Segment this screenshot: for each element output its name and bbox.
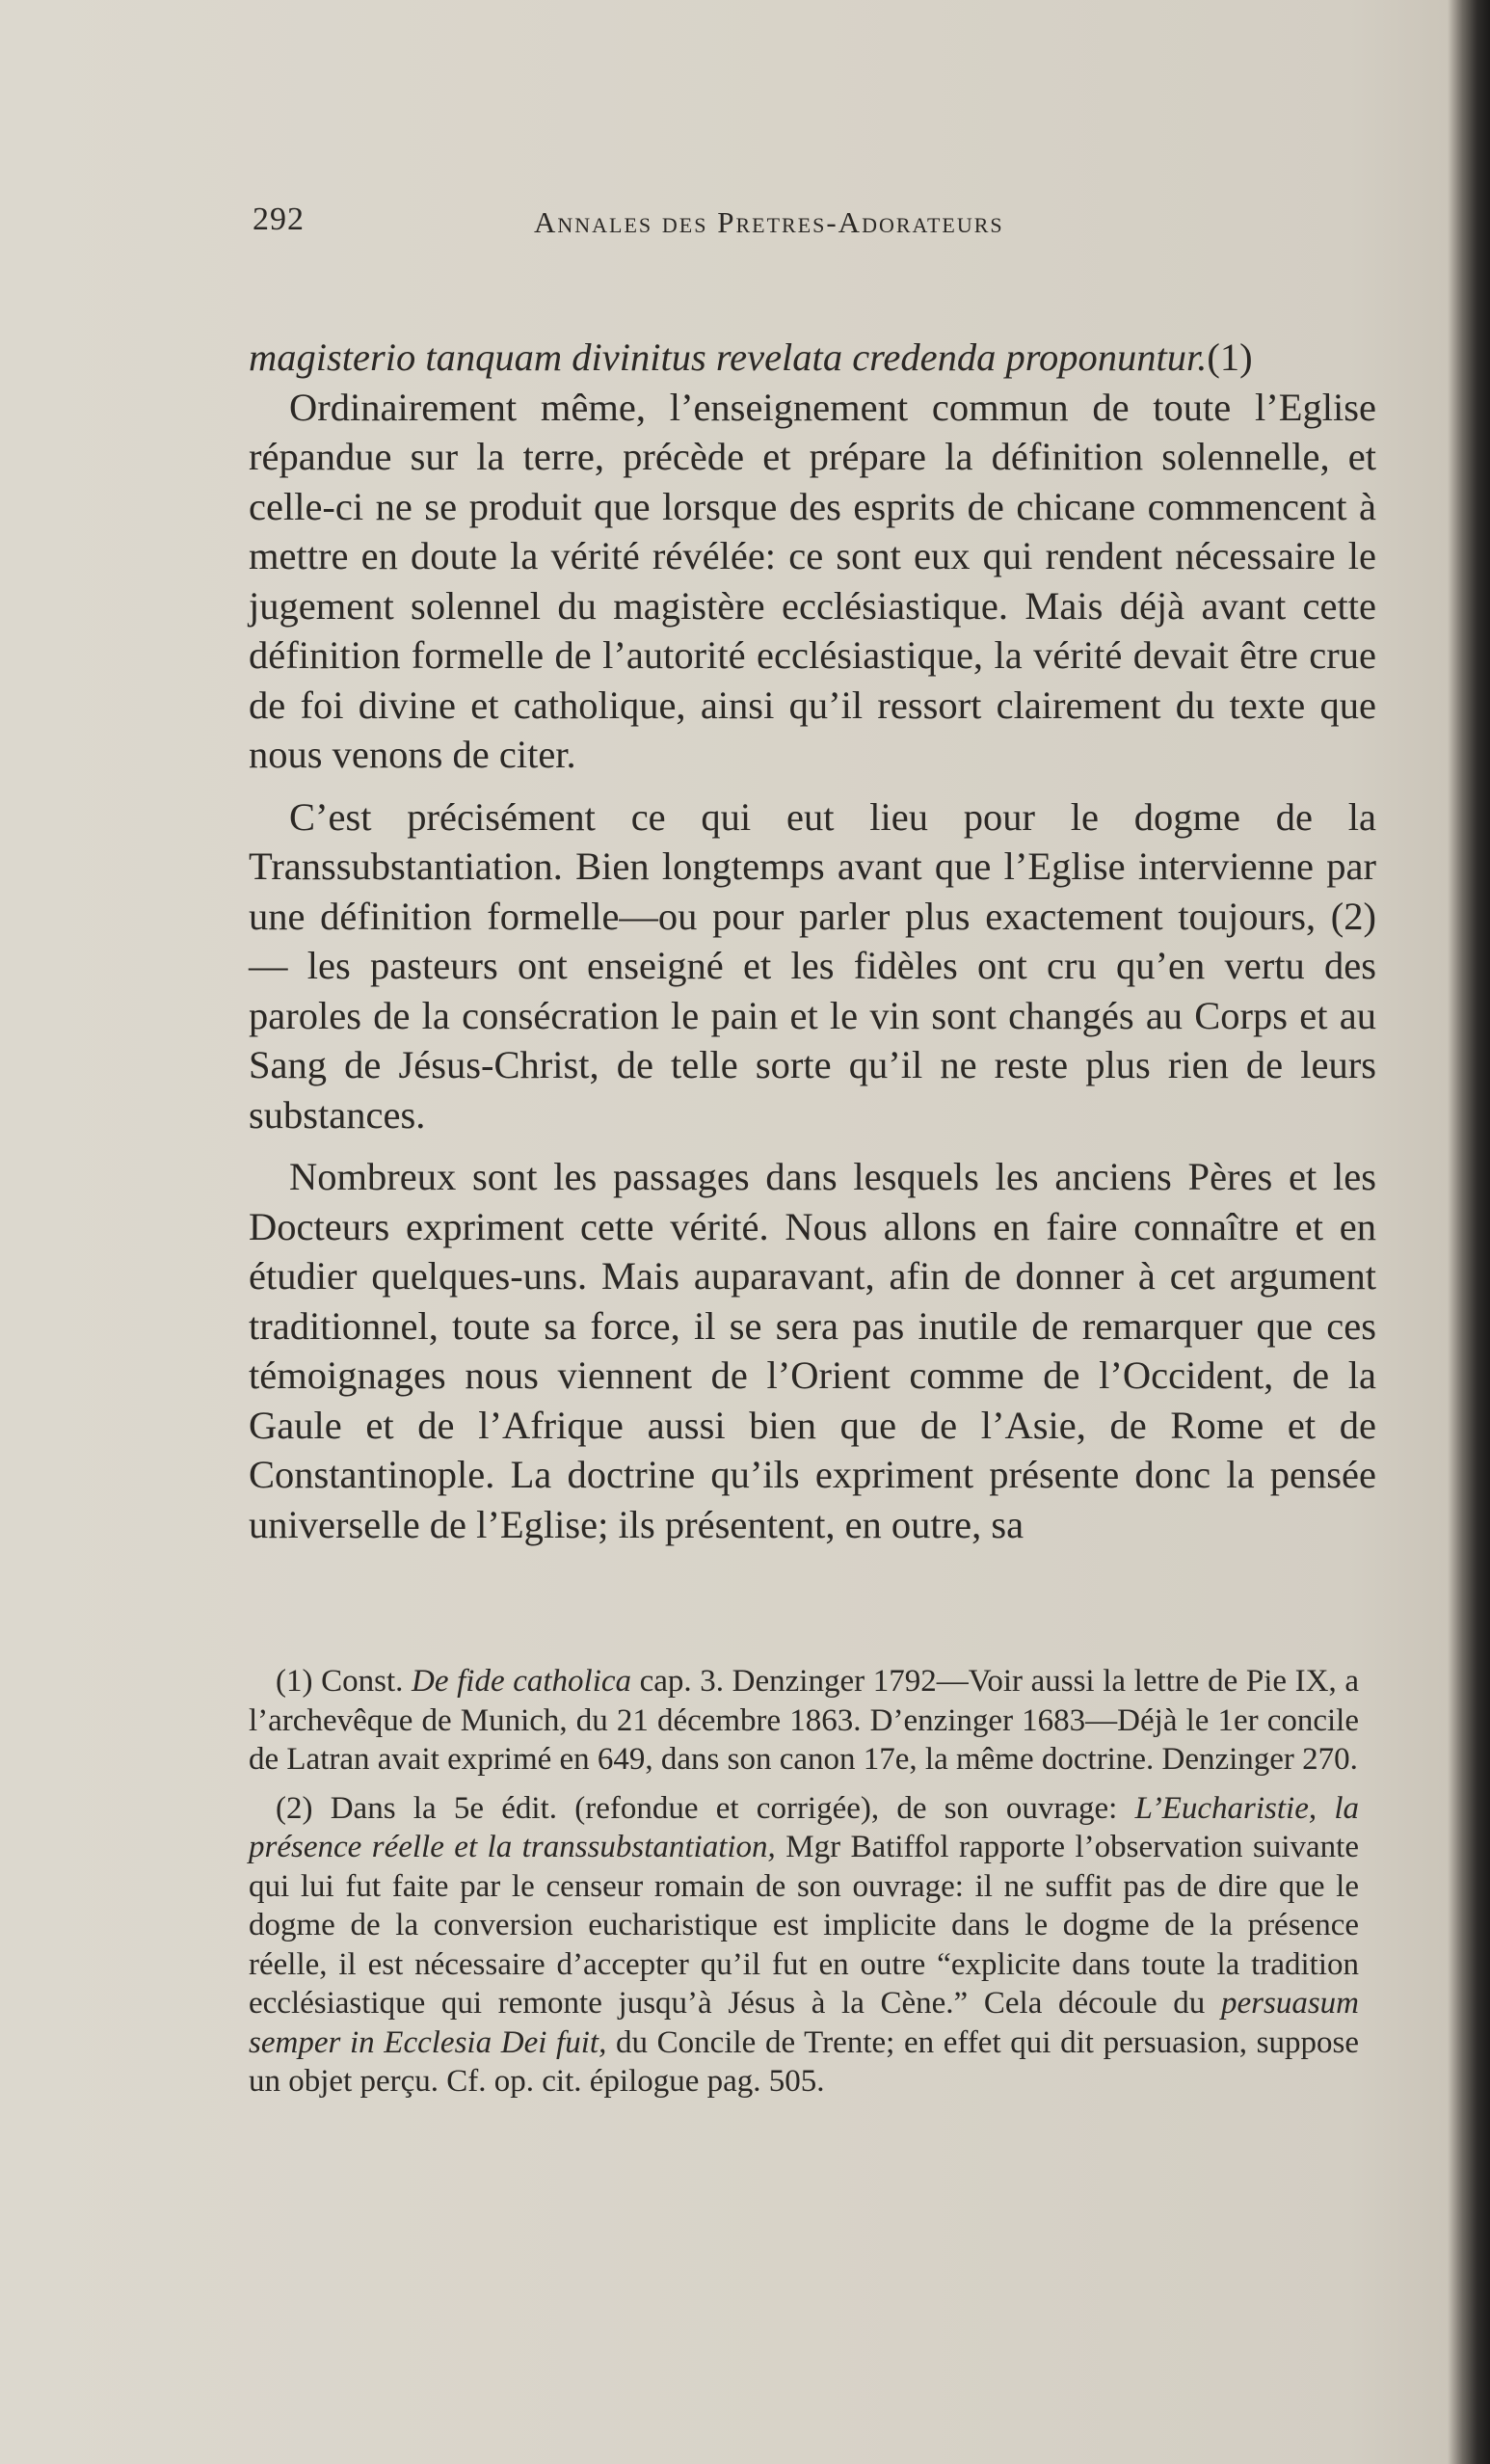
footnote-2 xyxy=(249,1789,1359,2102)
opening-line xyxy=(249,333,1376,383)
footnote-2-end: du Concile de Trente; en effet qui dit persuasion, suppose un objet perçu. Cf. op. cit. épilogue pag. 505. xyxy=(249,2024,1360,2099)
footnote-ref-1: (1) xyxy=(1207,335,1253,379)
opening-italic-phrase: magisterio tanquam divinitus revelata credenda proponuntur. xyxy=(249,335,1208,379)
footnotes xyxy=(249,1662,1359,2111)
footnote-1 xyxy=(249,1662,1359,1780)
footnote-2-marker: (2) Dans la 5e édit. (refondue et corrigée), de son ouvrage: xyxy=(276,1790,1118,1826)
page-number: 292 xyxy=(253,201,305,237)
footnote-1-marker: (1) Const. xyxy=(276,1664,404,1699)
paragraph-2: C’est précisément ce qui eut lieu pour le dogme de la Transsubstantiation. Bien longtemps avant que l’Eglise intervienne par une définition formelle—ou pour parler plus exactement toujours, (2) — les pasteurs ont enseigné et les fidèles ont cru qu’en vertu des paroles de la consécration le pain et le vin sont changés au Corps et au Sang de Jésus-Christ, de telle sorte qu’il ne reste plus rien de leurs substances. xyxy=(249,794,1376,1137)
paragraph-1: Ordinairement même, l’enseignement commun de toute l’Eglise répandue sur la terre, précède et prépare la définition solennelle, et celle-ci ne se produit que lorsque des esprits de chicane commencent à mettre en doute la vérité révélée: ce sont eux qui rendent nécessaire le jugement solennel du magistère ecclésiastique. Mais déjà avant cette définition formelle de l’autorité ecclésiastique, la vérité devait être crue de foi divine et catholique, ainsi qu’il ressort clairement du texte que nous venons de citer. xyxy=(249,385,1376,776)
page-header xyxy=(249,198,1386,255)
footnote-1-text: cap. 3. Denzinger 1792—Voir aussi la lettre de Pie IX, a l’archevêque de Munich, du 21 décembre 1863. D’enzinger 1683—Déjà le 1er concile de Latran avait exprimé en 649, dans son canon 17e, la même doctrine. Denzinger 270. xyxy=(249,1664,1359,1777)
footnote-2-text: Mgr Batiffol rapporte l’observation suivante qui lui fut faite par le censeur romain de son ouvrage: il ne suffit pas de dire que le dogme de la conversion eucharistique est implicite dans le dogme de la présence réelle, il est nécessaire d’accepter qu’il fut en outre “explicite dans toute la tradition ecclésiastique qui remonte jusqu’à Jésus à la Cène.” Cela découle du xyxy=(249,1830,1359,2021)
footnote-2-italic-quote: persuasum semper in Ecclesia Dei fuit, xyxy=(249,1986,1359,2060)
footnote-2-italic-title: L’Eucharistie, la présence réelle et la transsubstantiation, xyxy=(249,1790,1360,1864)
book-binding-shadow xyxy=(1448,0,1490,2464)
footnote-1-italic: De fide catholica xyxy=(412,1664,632,1699)
main-text xyxy=(249,333,1376,1549)
paragraph-3: Nombreux sont les passages dans lesquels les anciens Pères et les Docteurs expriment cette vérité. Nous allons en faire connaître et en étudier quelques-uns. Mais auparavant, afin de donner à cet argument traditionnel, toute sa force, il se sera pas inutile de remarquer que ces témoignages nous viennent de l’Orient comme de l’Occident, de la Gaule et de l’Afrique aussi bien que de l’Asie, de Rome et de Constantinople. La doctrine qu’ils expriment présente donc la pensée universelle de l’Eglise; ils présentent, en outre, sa xyxy=(249,1155,1376,1546)
running-title: Annales des Pretres-Adorateurs xyxy=(534,205,1004,239)
